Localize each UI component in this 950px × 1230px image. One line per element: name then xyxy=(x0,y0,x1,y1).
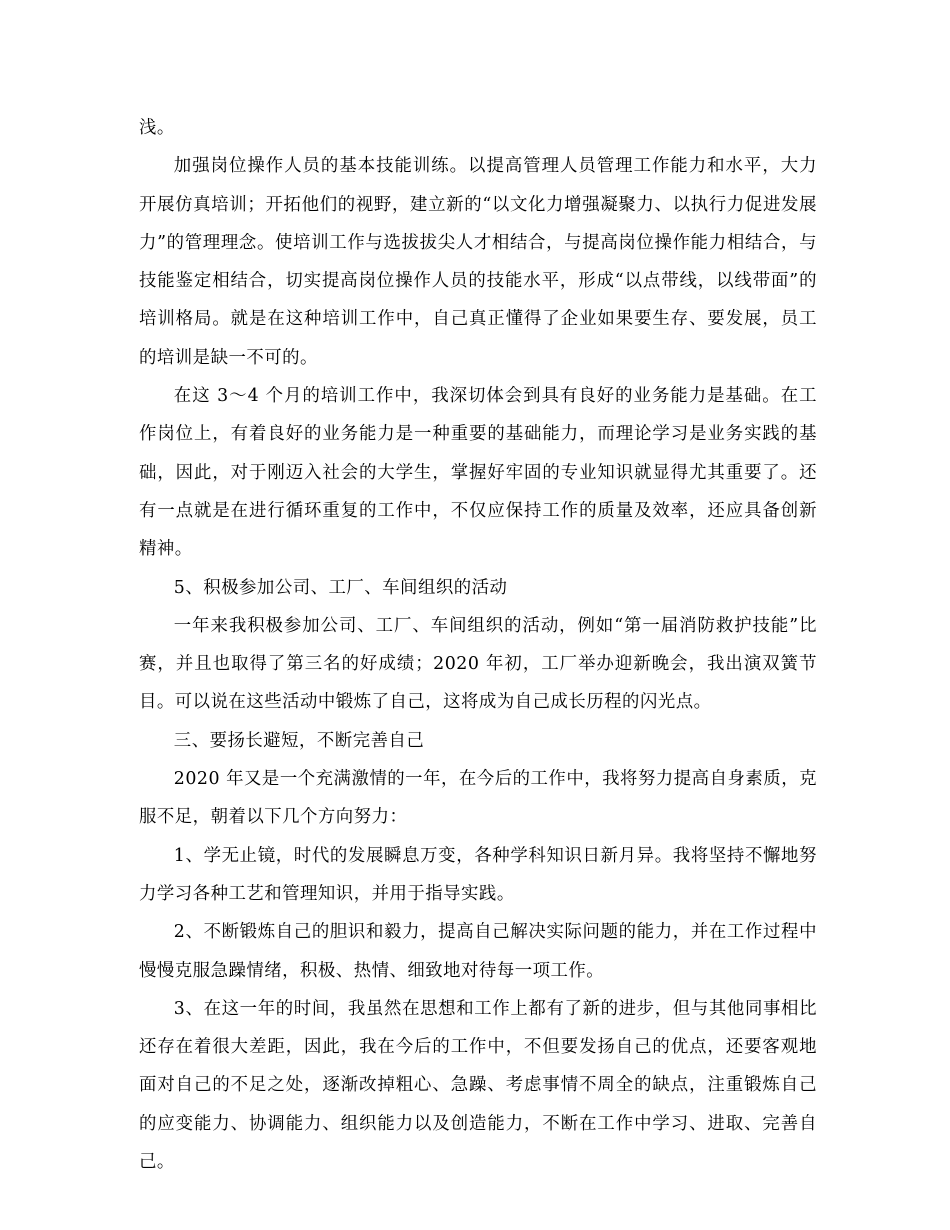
section-heading-activities: 5、积极参加公司、工厂、车间组织的活动 xyxy=(173,577,508,598)
list-item-3: 3、在这一年的时间，我虽然在思想和工作上都有了新的进步，但与其他同事相比还存在着很大差距，因此，我在今后的工作中，不但要发扬自己的优点，还要客观地面对自己的不足之处，逐渐改掉粗心、急躁、考虑事情不周全的缺点，注重锻炼自己的应变能力、协调能力、组织能力以及创造能力，不断在工作中学习、进取、完善自己。 xyxy=(139,998,817,1173)
paragraph-skill-training: 加强岗位操作人员的基本技能训练。以提高管理人员管理工作能力和水平，大力开展仿真培训；开拓他们的视野，建立新的“以文化力增强凝聚力、以执行力促进发展力”的管理理念。使培训工作与选拔拔尖人才相结合，与提高岗位操作能力相结合，与技能鉴定相结合，切实提高岗位操作人员的技能水平，形成“以点带线，以线带面”的培训格局。就是在这种培训工作中，自己真正懂得了企业如果要生存、要发展，员工的培训是缺一不可的。 xyxy=(139,156,817,368)
paragraph-2020-goals: 2020 年又是一个充满激情的一年，在今后的工作中，我将努力提高自身素质，克服不足，朝着以下几个方向努力： xyxy=(139,769,817,828)
paragraph-activities: 一年来我积极参加公司、工厂、车间组织的活动，例如“第一届消防救护技能”比赛，并且也取得了第三名的好成绩；2020 年初，工厂举办迎新晚会，我出演双簧节目。可以说在这些活动中锻炼了自己，这将成为自己成长历程的闪光点。 xyxy=(139,615,817,713)
list-item-2: 2、不断锻炼自己的胆识和毅力，提高自己解决实际问题的能力，并在工作过程中慢慢克服急躁情绪，积极、热情、细致地对待每一项工作。 xyxy=(139,922,817,981)
list-item-1: 1、学无止镜，时代的发展瞬息万变，各种学科知识日新月异。我将坚持不懈地努力学习各种工艺和管理知识，并用于指导实践。 xyxy=(139,845,817,904)
paragraph-training-reflection: 在这 3～4 个月的培训工作中，我深切体会到具有良好的业务能力是基础。在工作岗位上，有着良好的业务能力是一种重要的基础能力，而理论学习是业务实践的基础，因此，对于刚迈入社会的大学生，掌握好牢固的专业知识就显得尤其重要了。还有一点就是在进行循环重复的工作中，不仅应保持工作的质量及效率，还应具备创新精神。 xyxy=(139,386,817,560)
paragraph-continuation: 浅。 xyxy=(139,118,175,138)
section-heading-self-improvement: 三、要扬长避短，不断完善自己 xyxy=(173,730,425,751)
